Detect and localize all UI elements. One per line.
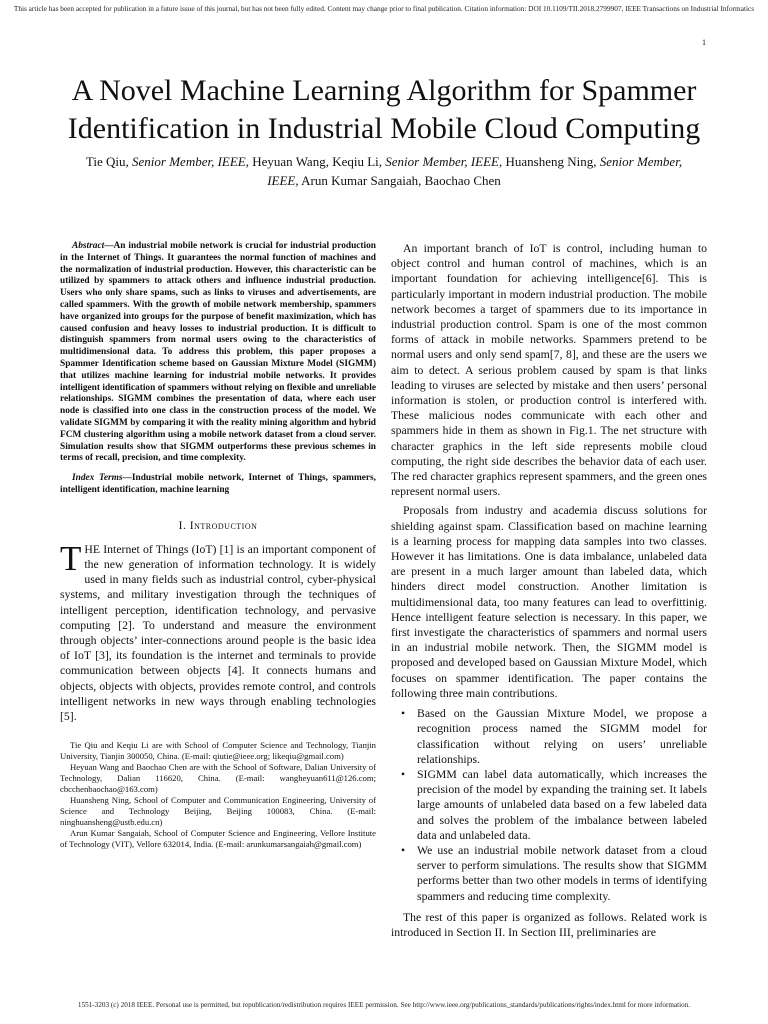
author-footnotes xyxy=(60,740,376,850)
bullet-icon: • xyxy=(401,843,406,857)
page-number: 1 xyxy=(702,38,706,47)
index-terms xyxy=(60,473,376,497)
author-name: Tie Qiu xyxy=(85,154,126,169)
abstract xyxy=(60,241,376,465)
intro-text: HE Internet of Things (IoT) [1] is an important component of the new generation of information technology. It is widely used in many fields such as industrial control, cyber-physical systems, and military investigation through the techniques of intelligent perception, identification technology, and pervasive computing [2]. To understand and measure the environment through objects’ inter-connections around people is the basic idea of IoT [3], its foundation is the internet and terminals to provide communication between objects [4]. It connects humans and objects, objects with objects, provides remote control, and controls intelligent networks in new ways through enabling technologies [5]. xyxy=(60,542,376,723)
list-item-text: Based on the Gaussian Mixture Model, we propose a recognition process named the SIGMM model for classification without relying on users’ unreliable relationships. xyxy=(417,707,707,766)
footnote: Tie Qiu and Keqiu Li are with School of Computer Science and Technology, Tianjin University, Tianjin 300050, China. (E-mail: qiutie@ieee.org; likeqiu@gmail.com) xyxy=(60,740,376,762)
section-heading xyxy=(60,519,376,532)
copyright-footer: 1551-3203 (c) 2018 IEEE. Personal use is permitted, but republication/redistribution requires IEEE permission. See http://www.ieee.org/publications_standards/publications/rights/index.html for more information. xyxy=(77,1001,691,1009)
author-name: Huansheng Ning xyxy=(505,154,594,169)
footnote: Heyuan Wang and Baochao Chen are with the School of Software, Dalian University of Technology, Dalian 116620, China. (E-mail: wangheyuan611@126.com; cbcchenbaochao@163.com) xyxy=(60,762,376,795)
paper-title: A Novel Machine Learning Algorithm for Spammer Identification in Industrial Mobile Cloud Computing xyxy=(67,74,701,145)
abstract-text: —An industrial mobile network is crucial for industrial production in the Internet of Things. It guarantees the normal function of machines and the normalization of industrial production. However, this characteristic can be utilized by spammers to attack others and influence industrial production. Users who only share spams, such as links to viruses and advertisements, are called spammers. With the growth of mobile network membership, spammers have organized into groups for the purpose of benefit maximization, which has caused confusion and heavy losses to industrial production. It is difficult to distinguish spammers from normal users owing to the characteristics of multidimensional data. To address this problem, this paper proposes a Spammer Identification scheme based on Gaussian Mixture Model (SIGMM) that utilizes machine learning for industrial mobile networks. It provides intelligent identification of spammers without relying on flexible and unreliable relationships. SIGMM combines the presentation of data, where each user node is classified into one class in the construction process of the model. We validate SIGMM by comparing it with the reality mining algorithm and hybrid FCM clustering algorithm using a mobile network dataset from a cloud server. Simulation results show that SIGMM outperforms these previous schemes in terms of recall, precision, and time complexity. xyxy=(60,241,376,464)
author-name: Arun Kumar Sangaiah xyxy=(301,173,419,188)
list-item-text: SIGMM can label data automatically, which increases the precision of the model by expanding the training set. It labels large amounts of unlabeled data based on a few labeled data and solves the problem of the imbalance between labeled data and unlabeled data. xyxy=(417,767,707,842)
bullet-icon: • xyxy=(401,767,406,781)
section-number: I. xyxy=(178,518,187,532)
list-item xyxy=(391,843,707,904)
right-column xyxy=(391,241,707,940)
list-item-text: We use an industrial mobile network dataset from a cloud server to perform simulations. The results show that SIGMM performs better than two other models in terms of identifying spammers and reducing time complexity. xyxy=(417,843,707,903)
footnote: Huansheng Ning, School of Computer and Communication Engineering, University of Science and Technology Beijing, Beijing 100083, China. (E-mail: ninghuansheng@ustb.edu.cn) xyxy=(60,795,376,828)
body-paragraph: An important branch of IoT is control, including human to object control and human control of machines, which is an important foundation for achieving intelligence[6]. This is particularly important in modern industrial production. The mobile network becomes a target of spammers due to its importance in industrial production control. Spam is one of the most common forms of attack in mobile networks. Spammers pretend to be normal users and only send spam[7, 8], and these are the users we aim to detect. A serious problem caused by spam is that links leading to viruses are selected by mistake and then users’ personal information is stolen, or production control is interfered with. These malicious nodes communicate with each other and spammers hide in them as shown in Fig.1. The net structure with character graphics in the left side represents mobile cloud computing, the right side describes the behavior data of each user. The red character graphics represent spammers, and the green ones represent normal users. xyxy=(391,242,707,499)
body-paragraph: The rest of this paper is organized as follows. Related work is introduced in Section II. In Section III, preliminaries are xyxy=(391,910,707,939)
abstract-label: Abstract xyxy=(72,241,105,251)
author-name: Heyuan Wang xyxy=(252,154,326,169)
index-terms-label: Index Terms xyxy=(72,473,123,484)
index-terms-text: —Industrial mobile network, Internet of Things, spammers, intelligent identification, machine learning xyxy=(60,473,376,495)
author-role: Senior Member, IEEE xyxy=(385,154,499,169)
bullet-icon: • xyxy=(401,707,406,721)
body-paragraph: Proposals from industry and academia discuss solutions for shielding against spam. Classification based on machine learning is a learning process for mapping data samples into two classes. However it has limitations. One is data imbalance, unlabeled data are present in a much larger amount than labeled data, which hinders direct model construction. Another limitation is multidimensional data, too many features can lead to overfittinig. Hence intelligent feature selection is necessary. In this paper, we first investigate the characteristics of spammers and normal users in an industrial mobile network. Then, the SIGMM model is proposed and developed based on Gaussian Mixture Model, which focuses on spammer identification. The paper contains the following three main contributions. xyxy=(391,504,707,700)
contribution-list xyxy=(391,706,707,904)
section-title: Introduction xyxy=(189,518,258,532)
author-name: Baochao Chen xyxy=(424,173,501,188)
author-list: Tie Qiu, Senior Member, IEEE, Heyuan Wang, Keqiu Li, Senior Member, IEEE, Huansheng Ning, Senior Member, IEEE, Arun Kumar Sangaiah, Baochao Chen xyxy=(85,154,683,188)
drop-cap: T xyxy=(60,538,82,578)
author-role: Senior Member, IEEE xyxy=(132,154,246,169)
publication-notice: This article has been accepted for publication in a future issue of this journal, but has not been fully edited. Content may change prior to final publication. Citation information: DOI 10.1109/TII.2018.2799907, IEEE Transactions on Industrial Informatics xyxy=(13,4,755,13)
list-item xyxy=(391,706,707,767)
footnote: Arun Kumar Sangaiah, School of Computer Science and Engineering, Vellore Institute of Technology (VIT), Vellore 632014, India. (E-mail: arunkumarsangaiah@gmail.com) xyxy=(60,828,376,850)
author-name: Keqiu Li xyxy=(332,154,379,169)
left-column xyxy=(60,241,376,850)
author-role: Senior Member, IEEE xyxy=(267,154,683,188)
list-item xyxy=(391,767,707,843)
intro-paragraph xyxy=(60,538,376,724)
